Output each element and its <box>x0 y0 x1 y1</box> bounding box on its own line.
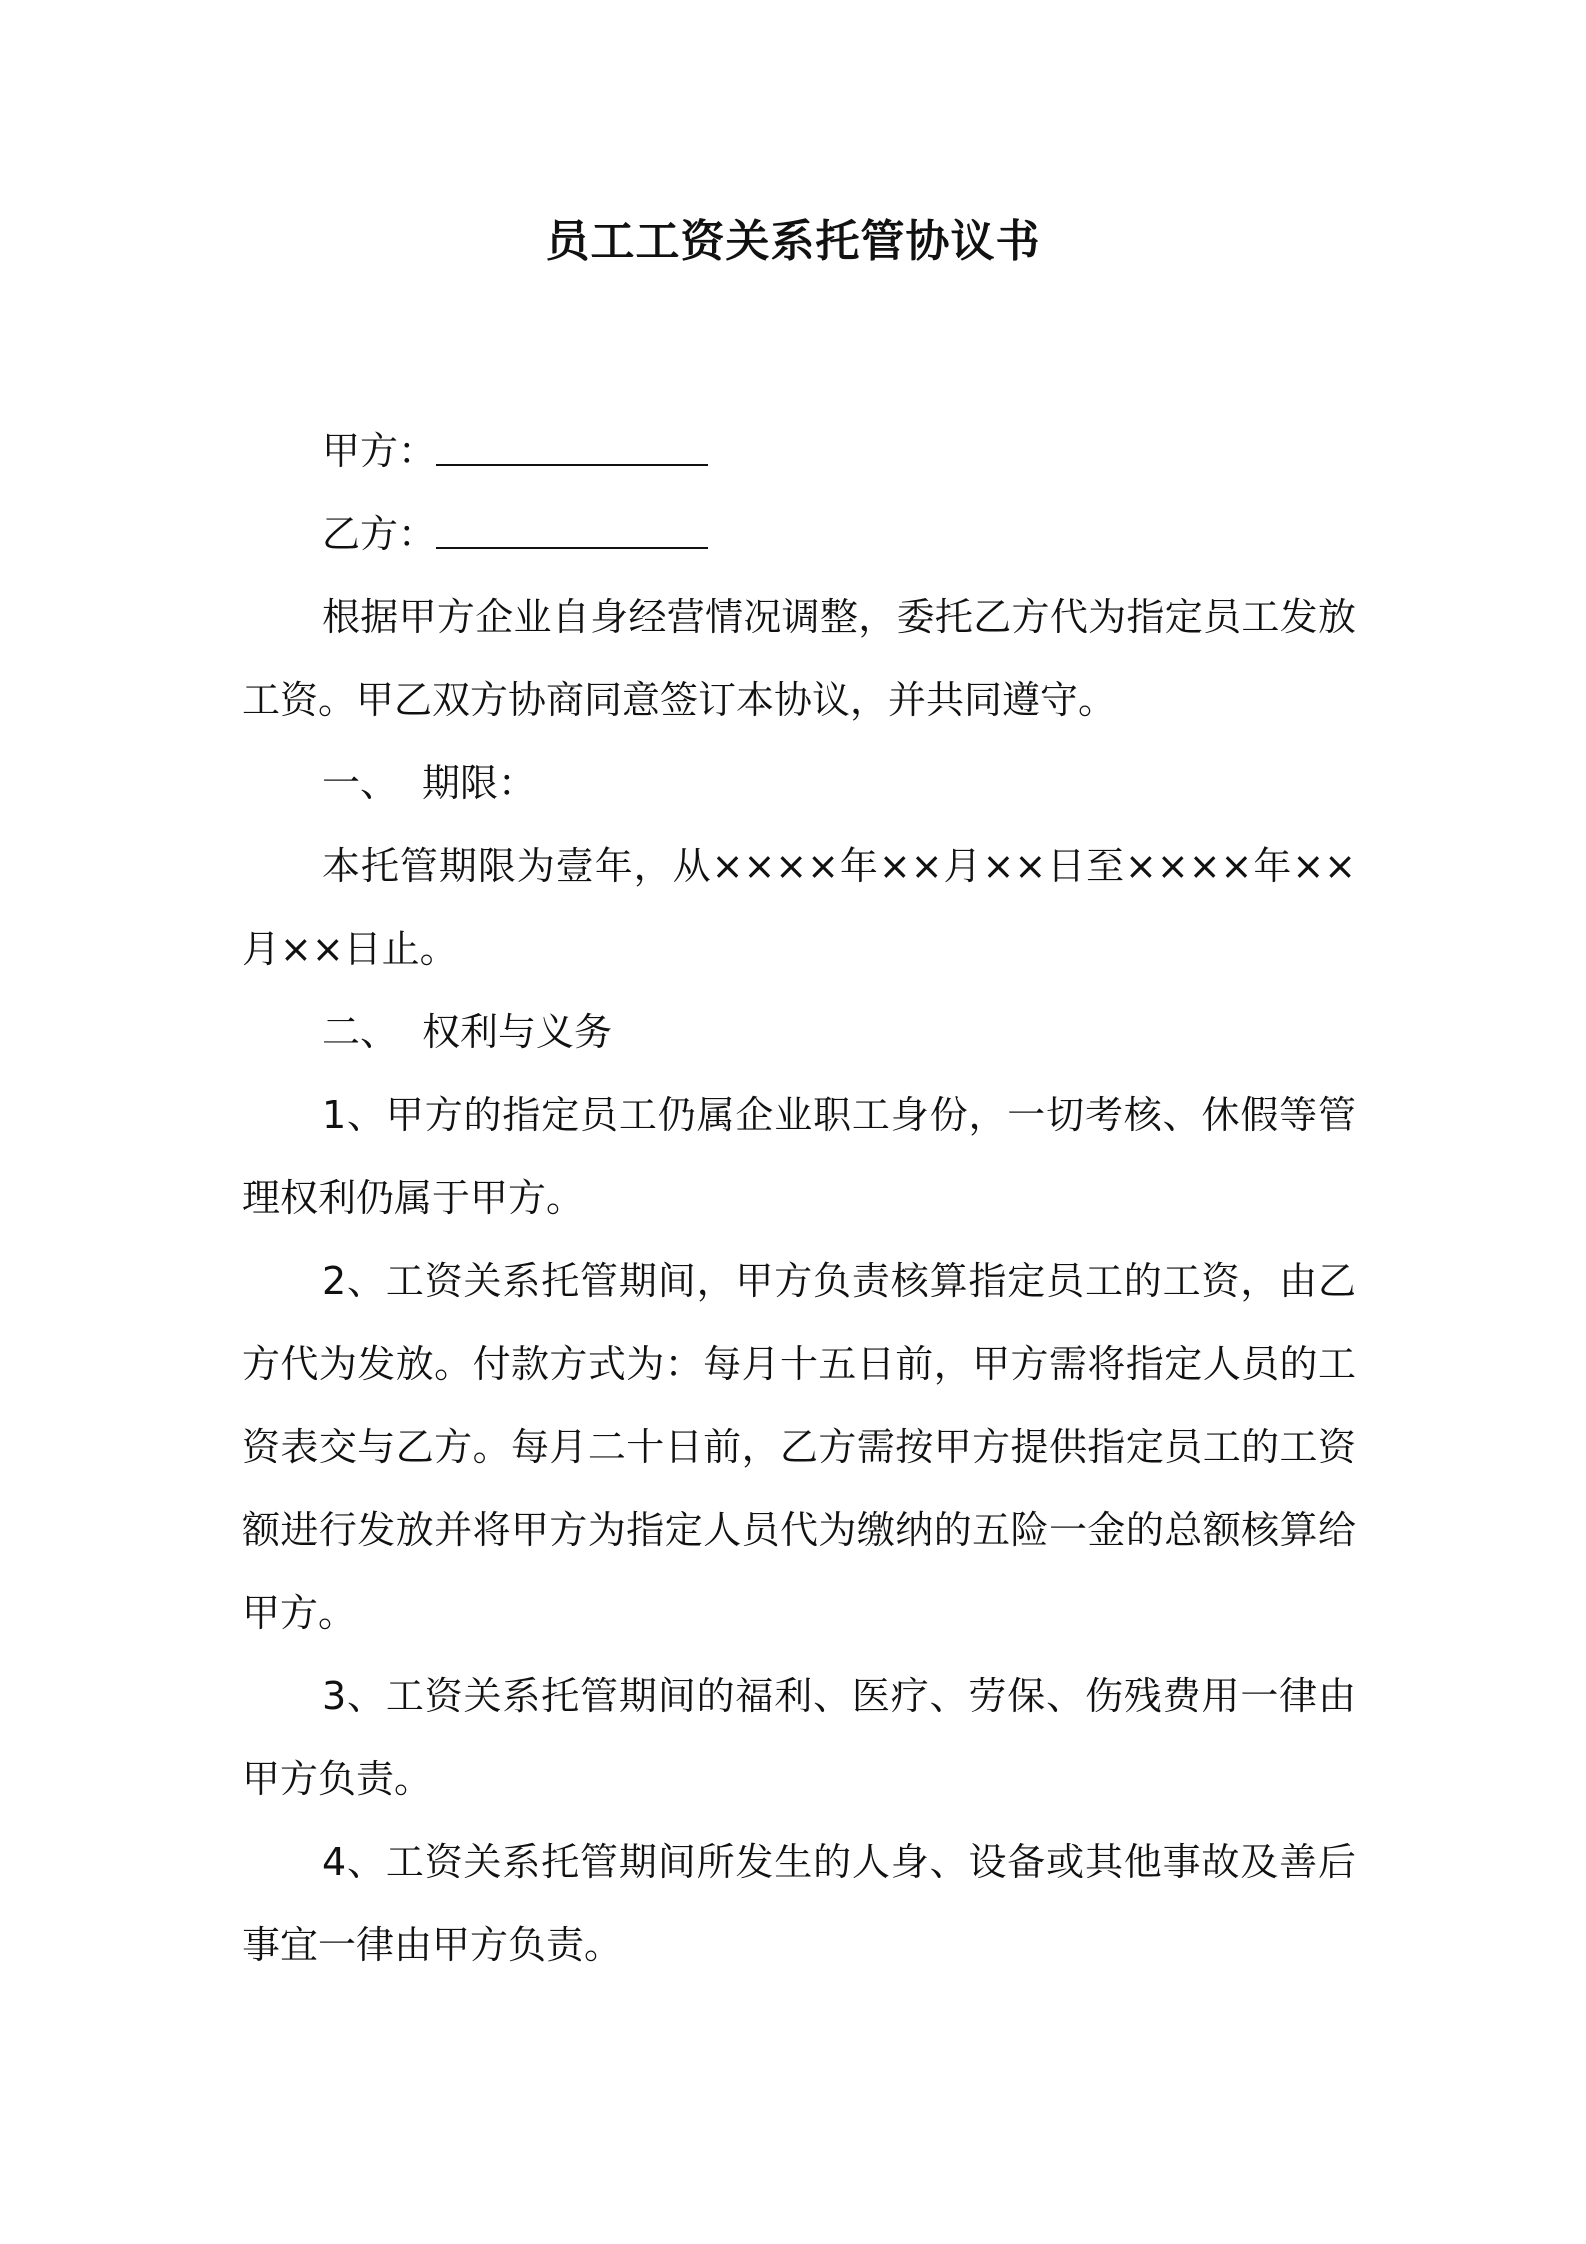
intro-paragraph: 根据甲方企业自身经营情况调整，委托乙方代为指定员工发放工资。甲乙双方协商同意签订本协议，并共同遵守。 <box>242 595 1356 722</box>
section-2-heading <box>242 991 1356 1074</box>
party-b-line <box>242 493 1356 576</box>
section-1-number: 一、 <box>322 761 399 805</box>
party-a-label: 甲方： <box>322 429 437 473</box>
party-b-blank <box>436 507 708 549</box>
party-a-line <box>242 410 1356 493</box>
section-2-title: 权利与义务 <box>422 1010 613 1054</box>
section-2-item-4: 4、工资关系托管期间所发生的人身、设备或其他事故及善后事宜一律由甲方负责。 <box>242 1840 1356 1967</box>
section-2-item-1: 1、甲方的指定员工仍属企业职工身份，一切考核、休假等管理权利仍属于甲方。 <box>242 1093 1356 1220</box>
section-1-heading <box>242 742 1356 825</box>
section-1-text: 本托管期限为壹年，从××××年××月××日至××××年××月××日止。 <box>242 844 1356 971</box>
section-2-item-2: 2、工资关系托管期间，甲方负责核算指定员工的工资，由乙方代为发放。付款方式为：每月十五日前，甲方需将指定人员的工资表交与乙方。每月二十日前，乙方需按甲方提供指定员工的工资额进行发放并将甲方为指定人员代为缴纳的五险一金的总额核算给甲方。 <box>242 1259 1356 1635</box>
party-b-label: 乙方： <box>322 512 437 556</box>
section-2-item-3: 3、工资关系托管期间的福利、医疗、劳保、伤残费用一律由甲方负责。 <box>242 1674 1356 1801</box>
party-a-blank <box>436 424 708 466</box>
document-title: 员工工资关系托管协议书 <box>545 216 1041 267</box>
section-1-title: 期限： <box>422 761 537 805</box>
document-body <box>242 410 1356 1987</box>
section-2-number: 二、 <box>322 1010 399 1054</box>
